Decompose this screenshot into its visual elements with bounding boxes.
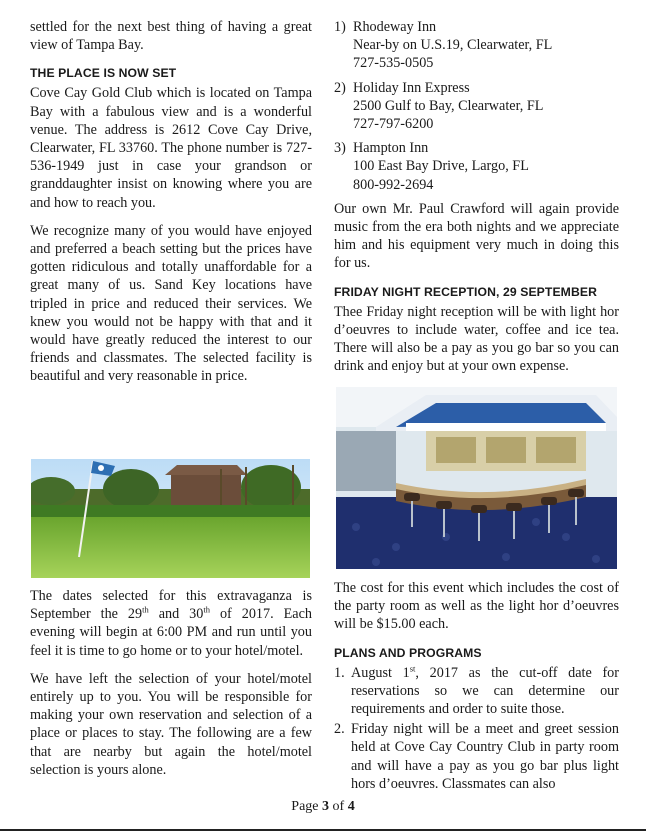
hotel-phone: 727-535-0505 (353, 55, 434, 72)
beach-paragraph: We recognize many of you would have enjoyed and preferred a beach setting but the prices have gotten ridiculous and totally unaffordable for a great many of us. Sand Key locations have tripled in price and reduced their services. We knew you would not be happy with that and it would have greatly reduced the interest to our friends and classmates. The selected facility is beautiful and very reasonable in price. (30, 222, 312, 385)
cost-paragraph: The cost for this event which includes the cost of the party room as well as the light hor d’oeuvres will be $15.00 each. (334, 580, 619, 633)
right-column-lower (334, 579, 619, 795)
hotel-name: Holiday Inn Express (353, 79, 470, 96)
hotel-address: 100 East Bay Drive, Largo, FL (353, 158, 529, 175)
total-pages-number: 4 (347, 799, 355, 814)
right-column (334, 18, 619, 375)
place-heading: THE PLACE IS NOW SET (30, 66, 177, 81)
of-word: of (332, 799, 345, 814)
left-column (30, 18, 312, 386)
page-footer (0, 798, 646, 816)
hotel-item: 2) Holiday Inn Express 2500 Gulf to Bay, Clearwater, FL 727-797-6200 (334, 79, 619, 134)
dates-paragraph: The dates selected for this extravaganza is September the 29th and 30th of 2017. Each evening will begin at 6:00 PM and run until you feel it is time to go home or to your hotel/motel. (30, 588, 312, 659)
intro-paragraph: settled for the next best thing of having a great view of Tampa Bay. (30, 19, 312, 54)
hotel-item: 3) Hampton Inn 100 East Bay Drive, Largo, FL 800-992-2694 (334, 139, 619, 194)
hotel-phone: 800-992-2694 (353, 176, 434, 193)
plans-list (334, 664, 619, 793)
hotel-address: 2500 Gulf to Bay, Clearwater, FL (353, 97, 544, 114)
page-word: Page (291, 799, 319, 814)
hotel-name: Rhodeway Inn (353, 19, 437, 35)
hotel-phone: 727-797-6200 (353, 116, 434, 133)
hotel-address: Near-by on U.S.19, Clearwater, FL (353, 37, 553, 54)
current-page-number: 3 (322, 799, 330, 814)
golf-course-photo (31, 459, 310, 578)
music-paragraph: Our own Mr. Paul Crawford will again provide music from the era both nights and we appreciate him and his equipment very much in doing this for us. (334, 200, 619, 272)
hotel-name: Hampton Inn (353, 140, 429, 157)
plan-item: 2. Friday night will be a meet and greet session held at Cove Cay Country Club in party room and will have a pay as you go bar plus light hors d’oeuvres. Classmates can also (334, 721, 619, 792)
bottom-rule (0, 829, 646, 831)
bar-room-photo (336, 387, 617, 569)
friday-heading: FRIDAY NIGHT RECEPTION, 29 SEPTEMBER (334, 284, 597, 299)
hotel-list (334, 18, 619, 194)
left-column-lower (30, 587, 312, 779)
plans-heading: PLANS AND PROGRAMS (334, 645, 482, 660)
place-paragraph: Cove Cay Gold Club which is located on Tampa Bay with a fabulous view and is a wonderful venue. The address is 2612 Cove Cay Drive, Clearwater, FL 33760. The phone number is 727-536-1949 just in case your grandson or granddaughter insist on knowing where you are and how to reach you. (30, 85, 312, 211)
plan-item: 1. August 1st, 2017 as the cut-off date for reservations so we can determine our requirements and order to suite those. (334, 662, 619, 718)
hotel-item: 1) Rhodeway Inn Near-by on U.S.19, Clearwater, FL 727-535-0505 (334, 18, 619, 73)
friday-paragraph: Thee Friday night reception will be with light hor d’oeuvres to include water, coffee and ice tea. There will also be a pay as you go bar so you can drink and enjoy but at your own expense. (334, 303, 619, 375)
hotel-intro-paragraph: We have left the selection of your hotel/motel entirely up to you. You will be responsible for making your own reservation and selection of a place or places to stay. The following are a few that are nearby but again the hotel/motel selection is yours alone. (30, 670, 312, 778)
